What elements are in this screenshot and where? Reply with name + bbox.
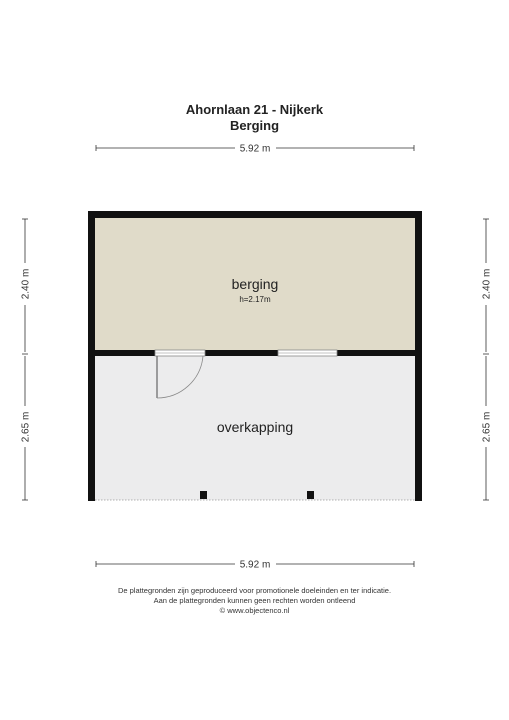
disclaimer-line-3: © www.objectenco.nl <box>219 606 290 615</box>
wall-middle-right <box>337 350 422 356</box>
room-height-berging: h=2.17m <box>239 295 271 304</box>
post-right <box>307 491 314 499</box>
dimension-right-lower-label: 2.65 m <box>481 411 493 443</box>
dimension-left-lower-label: 2.65 m <box>20 411 32 443</box>
dimension-top-label: 5.92 m <box>239 143 271 155</box>
disclaimer <box>0 586 509 616</box>
room-label-berging: berging <box>231 276 279 292</box>
disclaimer-line-1: De plattegronden zijn geproduceerd voor promotionele doeleinden en ter indicatie. <box>117 586 392 595</box>
dimension-left-upper-label: 2.40 m <box>20 268 32 300</box>
floorplan-subtitle: Berging <box>229 118 280 133</box>
room-label-overkapping: overkapping <box>216 419 294 435</box>
dimension-top <box>96 144 414 155</box>
dimension-right-upper-label: 2.40 m <box>481 268 493 300</box>
wall-middle-center <box>205 350 278 356</box>
dimension-bottom-label: 5.92 m <box>239 559 271 571</box>
dimension-right <box>482 219 493 500</box>
wall-middle-left <box>88 350 155 356</box>
wall-top <box>88 211 422 218</box>
dimension-bottom <box>96 560 414 571</box>
dimension-left <box>21 219 32 500</box>
disclaimer-line-2: Aan de plattegronden kunnen geen rechten worden ontleend <box>153 596 356 605</box>
post-left <box>200 491 207 499</box>
floorplan-title: Ahornlaan 21 - Nijkerk <box>185 102 324 117</box>
